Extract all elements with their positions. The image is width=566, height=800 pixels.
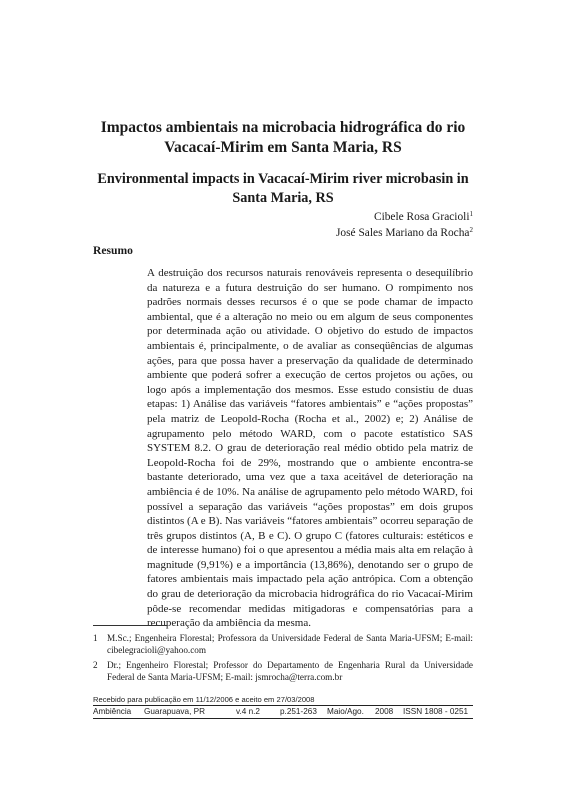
author-2: José Sales Mariano da Rocha$^2$ [336,226,473,239]
journal-volume: v.4 n.2 [236,707,260,716]
journal-city: Guarapuava, PR [144,707,205,716]
author-1-footnote-marker: 1 [469,210,473,218]
abstract-body: A destruição dos recursos naturais renováveis representa o desequilíbrio da natureza e a futura destruição do ser humano. O rompimento nos padrões normais desses recursos é o que se pode chamar de impacto ambiental, que é a alteração no meio ou em algum de seus componentes por determinada ação ou atividade. O objetivo do estudo de impactos ambientais é, principalmente, o de avaliar as conseqüências de algumas ações, para que possa haver a preservação da qualidade de determinado ambiente que poderá sofrer a execução de certos projetos ou ações, ou logo após a implementação dos mesmos. Esse estudo consistiu de duas etapas: 1) Análise das variáveis “fatores ambientais” e “ações propostas” pela matriz de Leopold-Rocha (Rocha et al., 2002) e; 2) Análise de agrupamento pelo método WARD, com o pacote estatístico SAS SYSTEM 8.2. O grau de deterioração real médio obtido pela matriz de Leopold-Rocha foi de 29%, mostrando que o ambiente encontra-se bastante deteriorado, uma vez que a taxa aceitável de deterioração na ambiência é de 10%. Na análise de agrupamento pelo método WARD, foi possível a separação das variáveis “ações propostas” em dois grupos distintos (A e B). Nas variáveis “fatores ambientais” ocorreu separação de três grupos distintos (A, B e C). O grupo C (fatores culturais: estéticos e de interesse humano) foi o que apresentou a média mais alta em relação à magnitude (9,91%) e a importância (13,86%), denotando ser o grupo de fatores ambientais mais impactado pela ação antrópica. Com a obtenção do grau de deterioração da microbacia hidrográfica do rio Vacacaí-Mirim pôde-se recomendar medidas mitigadoras e compensatórias para a recuperação da ambiência da mesma. [147,267,473,630]
title-english: Environmental impacts in Vacacaí-Mirim river microbasin in Santa Maria, RS [97,171,469,206]
journal-pages: p.251-263 [280,707,317,716]
author-list [336,209,473,241]
author-2-footnote-marker: 2 [469,226,473,234]
journal-info-bar [93,706,473,718]
footnote-2-number: 2 [93,660,98,670]
footnote-1-text: M.Sc.; Engenheira Florestal; Professora da Universidade Federal de Santa Maria-UFSM; E-mail: cibelegracioli@yahoo.com [107,633,473,656]
footnote-1-number: 1 [93,633,98,643]
footnote-1 [93,632,473,657]
journal-name: Ambiência [93,707,132,716]
journal-issn: ISSN 1808 - 0251 [403,707,469,716]
journal-bar-bottom-rule [93,718,473,719]
footnote-divider [93,625,167,626]
journal-year: 2008 [375,707,394,716]
footnote-2-text: Dr.; Engenheiro Florestal; Professor do Departamento de Engenharia Rural da Universidade Federal de Santa Maria-UFSM; E-mail: jsmrocha@terra.com.br [107,660,473,683]
received-date-note: Recebido para publicação em 11/12/2006 e aceito em 27/03/2008 [93,695,315,704]
author-1: Cibele Rosa Gracioli$^1$ [373,210,473,223]
title-portuguese: Impactos ambientais na microbacia hidrográfica do rio Vacacaí-Mirim em Santa Maria, RS [100,119,466,156]
footnote-2 [93,659,473,684]
abstract-heading: Resumo [93,244,133,257]
journal-months: Maio/Ago. [327,707,364,716]
